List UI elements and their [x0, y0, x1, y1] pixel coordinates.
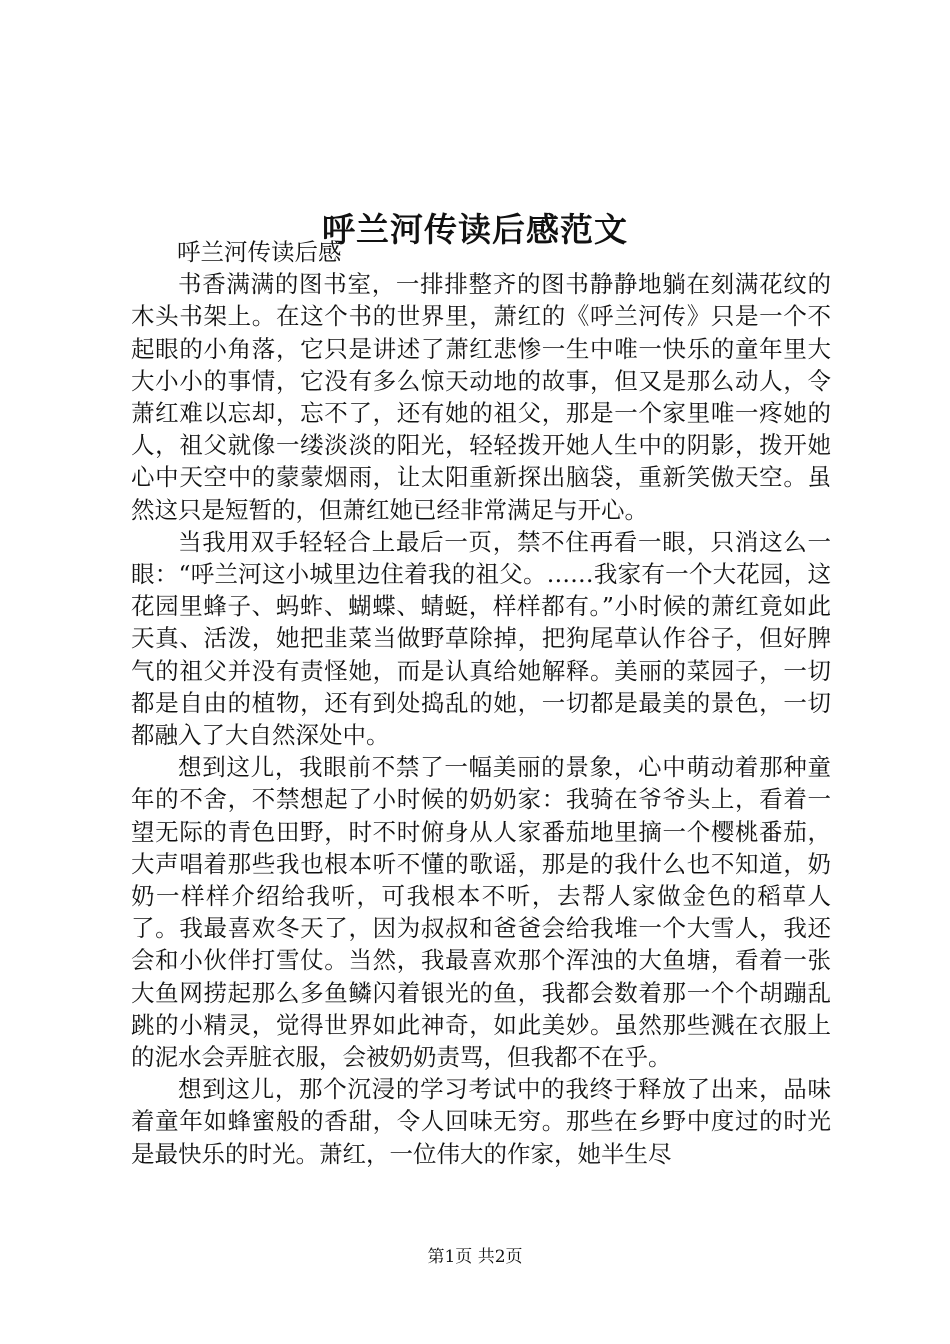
- paragraph: 书香满满的图书室，一排排整齐的图书静静地躺在刻满花纹的木头书架上。在这个书的世界里，萧红的《呼兰河传》只是一个不起眼的小角落，它只是讲述了萧红悲惨一生中唯一快乐的童年里大大小小的事情，它没有多么惊天动地的故事，但又是那么动人，令萧红难以忘却，忘不了，还有她的祖父，那是一个家里唯一疼她的人，祖父就像一缕淡淡的阳光，轻轻拨开她人生中的阴影，拨开她心中天空中的蒙蒙烟雨，让太阳重新探出脑袋，重新笑傲天空。虽然这只是短暂的，但萧红她已经非常满足与开心。: [131, 270, 831, 524]
- paragraph: 当我用双手轻轻合上最后一页，禁不住再看一眼，只消这么一眼：“呼兰河这小城里边住着我的祖父。……我家有一个大花园，这花园里蜂子、蚂蚱、蝴蝶、蜻蜓，样样都有。”小时候的萧红竟如此天真、活泼，她把韭菜当做野草除掉，把狗尾草认作谷子，但好脾气的祖父并没有责怪她，而是认真给她解释。美丽的菜园子，一切都是自由的植物，还有到处捣乱的她，一切都是最美的景色，一切都融入了大自然深处中。: [131, 527, 831, 750]
- document-body: [131, 236, 831, 1170]
- paragraph: 想到这儿，我眼前不禁了一幅美丽的景象，心中萌动着那种童年的不舍，不禁想起了小时候的奶奶家：我骑在爷爷头上，看着一望无际的青色田野，时不时俯身从人家番茄地里摘一个樱桃番茄，大声唱着那些我也根本听不懂的歌谣，那是的我什么也不知道，奶奶一样样介绍给我听，可我根本不听，去帮人家做金色的稻草人了。我最喜欢冬天了，因为叔叔和爸爸会给我堆一个大雪人，我还会和小伙伴打雪仗。当然，我最喜欢那个浑浊的大鱼塘，看着一张大鱼网捞起那么多鱼鳞闪着银光的鱼，我都会数着那一个个胡蹦乱跳的小精灵，觉得世界如此神奇，如此美妙。虽然那些溅在衣服上的泥水会弄脏衣服，会被奶奶责骂，但我都不在乎。: [131, 753, 831, 1072]
- document-title: 呼兰河传读后感范文: [322, 210, 628, 250]
- document-subtitle: 呼兰河传读后感: [177, 238, 342, 266]
- paragraph: 想到这儿，那个沉浸的学习考试中的我终于释放了出来，品味着童年如蜂蜜般的香甜，令人回味无穷。那些在乡野中度过的时光是最快乐的时光。萧红，一位伟大的作家，她半生尽: [131, 1075, 831, 1168]
- page-footer: 第1页 共2页: [427, 1247, 523, 1267]
